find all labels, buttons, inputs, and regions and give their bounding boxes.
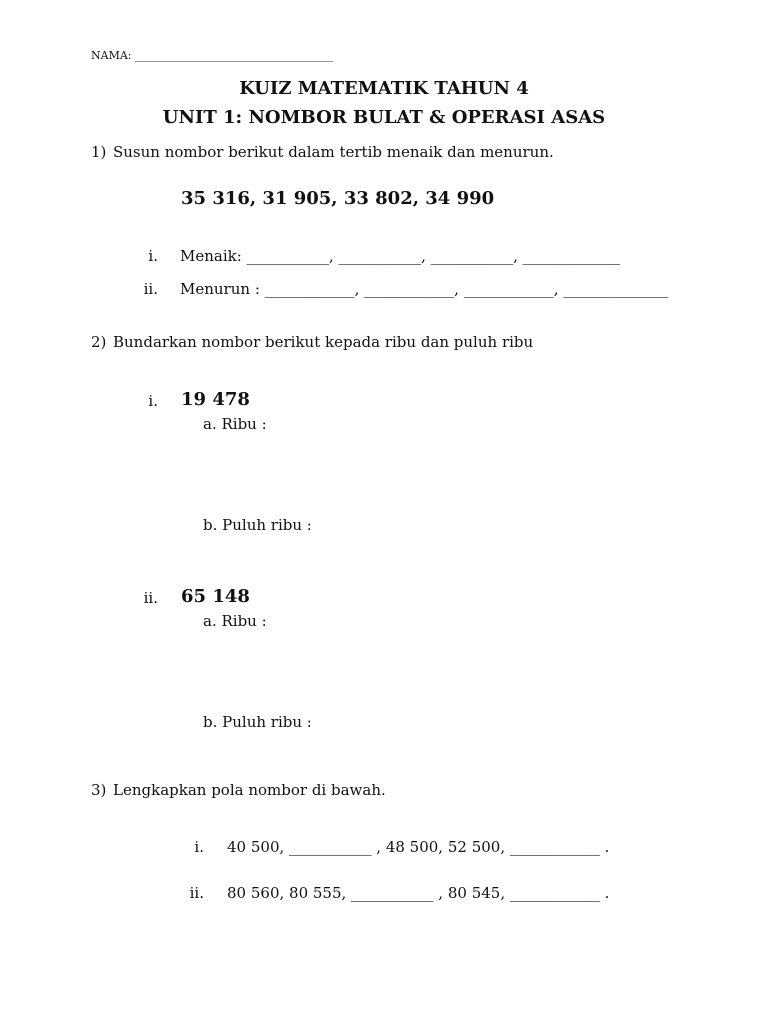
question-prompt: Bundarkan nombor berikut kepada ribu dan puluh ribu bbox=[113, 333, 534, 351]
round-ten-thousand-label: b. Puluh ribu : bbox=[203, 713, 312, 731]
question-number: 3) bbox=[91, 781, 107, 799]
pattern-answer-line[interactable]: 80 560, 80 555, ___________ , 80 545, ____________ . bbox=[227, 884, 610, 902]
number-to-round: 65 148 bbox=[181, 586, 250, 607]
quiz-title: KUIZ MATEMATIK TAHUN 4 bbox=[239, 78, 529, 99]
student-name-field[interactable]: NAMA: ____________________________________ bbox=[91, 49, 333, 62]
item-numeral: i. bbox=[148, 392, 158, 410]
round-thousand-label: a. Ribu : bbox=[203, 415, 267, 433]
item-numeral: ii. bbox=[189, 884, 204, 902]
item-numeral: ii. bbox=[143, 280, 158, 298]
item-numeral: ii. bbox=[143, 589, 158, 607]
pattern-answer-line[interactable]: 40 500, ___________ , 48 500, 52 500, ____________ . bbox=[227, 838, 610, 856]
item-numeral: i. bbox=[194, 838, 204, 856]
question-number: 1) bbox=[91, 143, 107, 161]
quiz-subtitle: UNIT 1: NOMBOR BULAT & OPERASI ASAS bbox=[162, 107, 606, 128]
round-thousand-label: a. Ribu : bbox=[203, 612, 267, 630]
question-prompt: Lengkapkan pola nombor di bawah. bbox=[113, 781, 386, 799]
descending-answer-line[interactable]: Menurun : ____________, ____________, ____________, ______________ bbox=[180, 280, 669, 298]
round-ten-thousand-label: b. Puluh ribu : bbox=[203, 516, 312, 534]
question-number: 2) bbox=[91, 333, 107, 351]
item-numeral: i. bbox=[148, 247, 158, 265]
number-to-round: 19 478 bbox=[181, 389, 250, 410]
number-list: 35 316, 31 905, 33 802, 34 990 bbox=[181, 188, 495, 209]
ascending-answer-line[interactable]: Menaik: ___________, ___________, ___________, _____________ bbox=[180, 247, 621, 265]
question-prompt: Susun nombor berikut dalam tertib menaik dan menurun. bbox=[113, 143, 554, 161]
